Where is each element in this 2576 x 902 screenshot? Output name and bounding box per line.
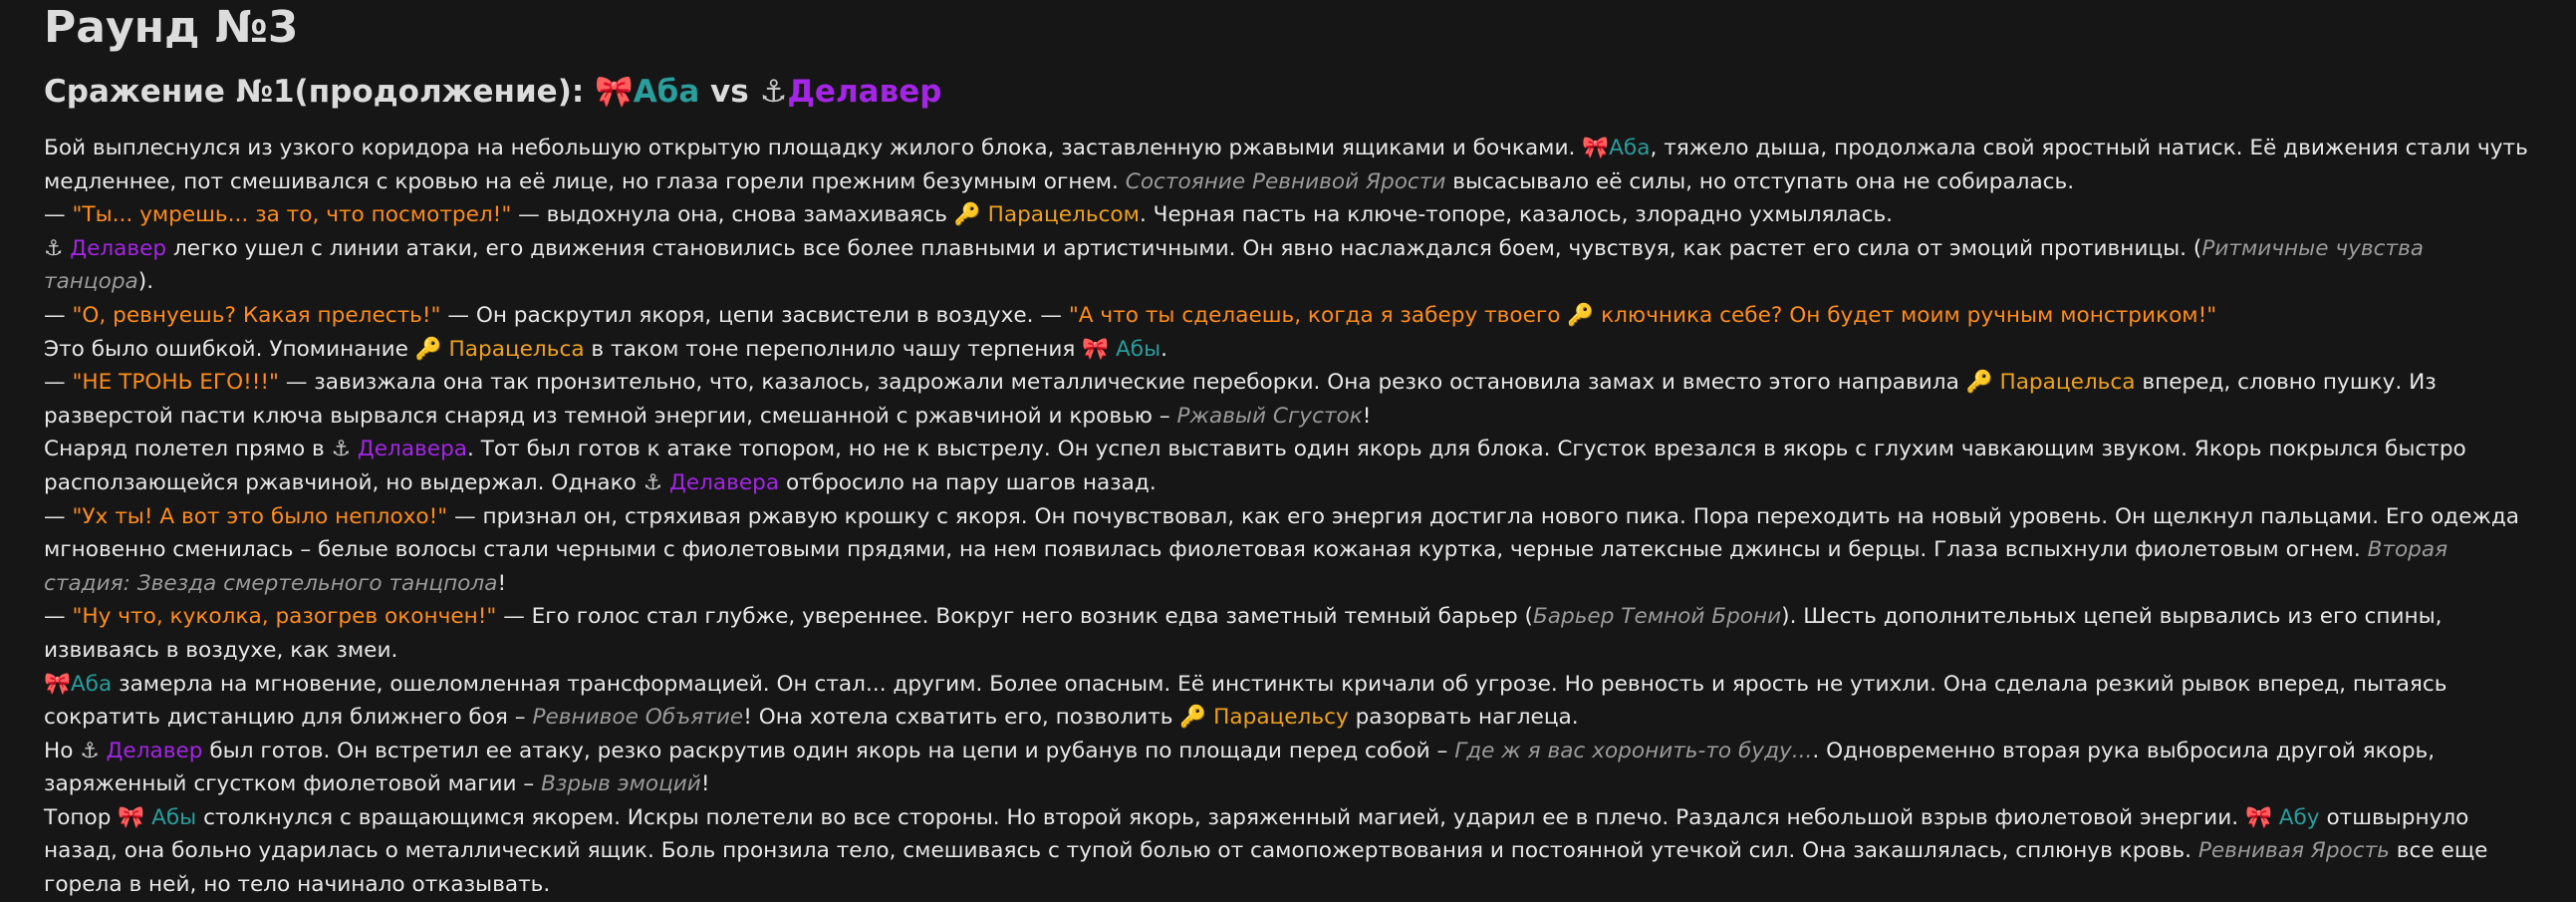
dialogue-quote: "А что ты сделаешь, когда я заберу твоего bbox=[1068, 302, 1568, 328]
character-name-paracelsus: Парацельсом bbox=[980, 202, 1140, 228]
skill-name: Ржавый Сгусток bbox=[1176, 403, 1363, 429]
story-paragraph bbox=[44, 198, 2532, 232]
narration-text: отшвырнуло назад, она больно ударилась о металлический ящик. Боль пронзила тело, смешиваясь с тупой болью от самопожертвования и постоянной утечкой сил. Она закашлялась, сплюнув кровь. bbox=[44, 804, 2469, 864]
dialogue-quote: "О, ревнуешь? Какая прелесть!" bbox=[72, 302, 441, 328]
narration-text: ! bbox=[1362, 403, 1372, 429]
story-paragraph bbox=[44, 232, 2532, 299]
anchor-icon: ⚓ bbox=[331, 437, 351, 462]
narration-text: — выдохнула она, снова замахиваясь bbox=[511, 202, 954, 228]
bow-icon: 🎀 bbox=[1082, 336, 1110, 362]
dialogue-quote: ключника себе? Он будет моим ручным монстриком!" bbox=[1594, 302, 2217, 328]
character-name-aba: Абы bbox=[144, 804, 197, 830]
anchor-icon: ⚓ bbox=[643, 469, 663, 495]
narration-text: ! Она хотела схватить его, позволить bbox=[743, 705, 1180, 731]
skill-name: Состояние Ревнивой Ярости bbox=[1125, 168, 1446, 194]
fighter1-name: Аба bbox=[633, 74, 700, 110]
battle-prefix: Сражение №1(продолжение): bbox=[44, 74, 585, 110]
bow-icon: 🎀 bbox=[44, 671, 71, 697]
narration-text: ). Шесть дополнительных цепей вырвались из его спины, извиваясь в воздухе, как змеи. bbox=[44, 604, 2443, 663]
character-name-paracelsus: Парацельса bbox=[441, 336, 585, 362]
narration-text: все еще горела в ней, но тело начинало отказывать. bbox=[44, 838, 2488, 898]
anchor-icon: ⚓ bbox=[44, 235, 64, 261]
bow-icon: 🎀 bbox=[1582, 136, 1610, 160]
vs-label: vs bbox=[710, 74, 749, 110]
battle-title bbox=[44, 72, 2532, 112]
key-icon: 🔑 bbox=[953, 202, 981, 228]
story-text bbox=[44, 132, 2532, 902]
narration-text: Топор bbox=[44, 804, 119, 830]
story-paragraph bbox=[44, 668, 2532, 735]
narration-text: был готов. Он встретил ее атаку, резко раскрутив один якорь на цепи и рубанув по площади перед собой – bbox=[202, 738, 1455, 763]
narration-text: ). bbox=[137, 269, 154, 295]
character-name-delaver: Делавер bbox=[99, 738, 203, 763]
narration-text: ! bbox=[700, 771, 710, 797]
skill-name: Ритмичные чувства танцора bbox=[44, 235, 2425, 295]
narration-text: . Одновременно вторая рука выбросила другой якорь, заряженный сгустком фиолетовой магии – bbox=[44, 738, 2436, 797]
narration-text: Бой выплеснулся из узкого коридора на небольшую открытую площадку жилого блока, заставленную ржавыми ящиками и бочками. bbox=[44, 136, 1583, 160]
dialogue-quote: "Ты... умрешь... за то, что посмотрел!" bbox=[72, 202, 512, 228]
narration-text: в таком тоне переполнило чашу терпения bbox=[584, 336, 1083, 362]
skill-name: Ревнивое Объятие bbox=[532, 705, 744, 731]
character-name-delaver: Делавер bbox=[63, 235, 167, 261]
bow-icon: 🎀 bbox=[2244, 804, 2272, 830]
narration-text: , тяжело дыша, продолжала свой яростный натиск. Её движения стали чуть медленнее, пот смешивался с кровью на её лице, но глаза горели прежним безумным огнем. bbox=[44, 136, 2528, 194]
key-icon: 🔑 bbox=[1567, 302, 1595, 328]
narration-text: — Его голос стал глубже, увереннее. Вокруг него возник едва заметный темный барьер ( bbox=[496, 604, 1533, 630]
narration-text: отбросило на пару шагов назад. bbox=[779, 469, 1157, 495]
narration-text: — bbox=[44, 604, 73, 630]
story-paragraph bbox=[44, 433, 2532, 499]
narration-text: — Он раскрутил якоря, цепи засвистели в воздухе. — bbox=[440, 302, 1069, 328]
narration-text: — bbox=[44, 503, 73, 529]
narration-text: Снаряд полетел прямо в bbox=[44, 437, 332, 462]
character-name-aba: Абы bbox=[1109, 336, 1161, 362]
story-paragraph bbox=[44, 299, 2532, 333]
character-name-delaver: Делавера bbox=[351, 437, 468, 462]
narration-text: . Черная пасть на ключе-топоре, казалось, злорадно ухмылялась. bbox=[1139, 202, 1894, 228]
narration-text: замерла на мгновение, ошеломленная трансформацией. Он стал... другим. Более опасным. Её инстинкты кричали об угрозе. Но ревность и ярость не утихли. Она сделала резкий рывок вперед, пытаясь сократить дистанцию для ближнего боя – bbox=[44, 671, 2447, 731]
fighter2-name: Делавер bbox=[787, 74, 942, 110]
bow-icon: 🎀 bbox=[118, 804, 145, 830]
key-icon: 🔑 bbox=[1965, 370, 1993, 396]
story-paragraph bbox=[44, 333, 2532, 367]
story-paragraph bbox=[44, 735, 2532, 801]
story-paragraph bbox=[44, 500, 2532, 601]
bow-icon: 🎀 bbox=[595, 74, 634, 110]
narration-text: легко ушел с линии атаки, его движения становились все более плавными и артистичными. Он явно наслаждался боем, чувствуя, как растет его сила от эмоций противницы. ( bbox=[166, 235, 2202, 261]
narration-text: . Тот был готов к атаке топором, но не к выстрелу. Он успел выставить один якорь для блока. Сгусток врезался в якорь с глухим чавкающим звуком. Якорь покрылся быстро расползающейся ржавчиной, но выдержал. Однако bbox=[44, 437, 2466, 495]
story-paragraph bbox=[44, 132, 2532, 198]
dialogue-quote: "НЕ ТРОНЬ ЕГО!!!" bbox=[72, 370, 279, 396]
character-name-aba: Абу bbox=[2271, 804, 2320, 830]
skill-name: Взрыв эмоций bbox=[541, 771, 701, 797]
narration-text: — bbox=[44, 202, 73, 228]
story-paragraph bbox=[44, 366, 2532, 433]
narration-text: столкнулся с вращающимся якорем. Искры полетели во все стороны. Но второй якорь, заряженный магией, ударил ее в плечо. Раздался небольшой взрыв фиолетовой энергии. bbox=[196, 804, 2245, 830]
dialogue-quote: "Ну что, куколка, разогрев окончен!" bbox=[72, 604, 497, 630]
key-icon: 🔑 bbox=[414, 336, 442, 362]
narration-text: разорвать наглеца. bbox=[1348, 705, 1579, 731]
character-name-delaver: Делавера bbox=[662, 469, 780, 495]
dialogue-quote: "Ух ты! А вот это было неплохо!" bbox=[72, 503, 448, 529]
anchor-icon: ⚓ bbox=[80, 738, 100, 763]
narration-text: Но bbox=[44, 738, 81, 763]
character-name-aba: Аба bbox=[1609, 136, 1651, 160]
character-name-paracelsus: Парацельсу bbox=[1206, 705, 1349, 731]
anchor-icon: ⚓ bbox=[759, 74, 788, 110]
story-paragraph bbox=[44, 600, 2532, 667]
narration-text: высасывало её силы, но отступать она не собиралась. bbox=[1445, 168, 2075, 194]
narration-text: — признал он, стряхивая ржавую крошку с якоря. Он почувствовал, как его энергия достигла нового пика. Пора переходить на новый уровень. Он щелкнул пальцами. Его одежда мгновенно сменилась – белые волосы стали черными с фиолетовыми прядями, на нем появилась фиолетовая кожаная куртка, черные латексные джинсы и берцы. Глаза вспыхнули фиолетовым огнем. bbox=[44, 503, 2519, 563]
skill-name: Ревнивая Ярость bbox=[2197, 838, 2390, 864]
narration-text: Это было ошибкой. Упоминание bbox=[44, 336, 415, 362]
round-title: Раунд №3 bbox=[44, 2, 299, 53]
narration-text: . bbox=[1160, 336, 1168, 362]
narration-text: ! bbox=[497, 570, 507, 596]
key-icon: 🔑 bbox=[1179, 705, 1207, 731]
narration-text: — завизжала она так пронзительно, что, казалось, задрожали металлические переборки. Она резко остановила замах и вместо этого направила bbox=[278, 370, 1966, 396]
narration-text: — bbox=[44, 302, 73, 328]
story-paragraph bbox=[44, 801, 2532, 902]
narration-text: вперед, словно пушку. Из разверстой пасти ключа вырвался снаряд из темной энергии, смешанной с ржавчиной и кровью – bbox=[44, 370, 2437, 429]
narration-text: — bbox=[44, 370, 73, 396]
character-name-paracelsus: Парацельса bbox=[1992, 370, 2136, 396]
skill-name: Вторая стадия: Звезда смертельного танцпола bbox=[44, 537, 2448, 596]
character-name-aba: Аба bbox=[70, 671, 113, 697]
skill-name: Где ж я вас хоронить-то буду... bbox=[1454, 738, 1813, 763]
skill-name: Барьер Темной Брони bbox=[1532, 604, 1782, 630]
